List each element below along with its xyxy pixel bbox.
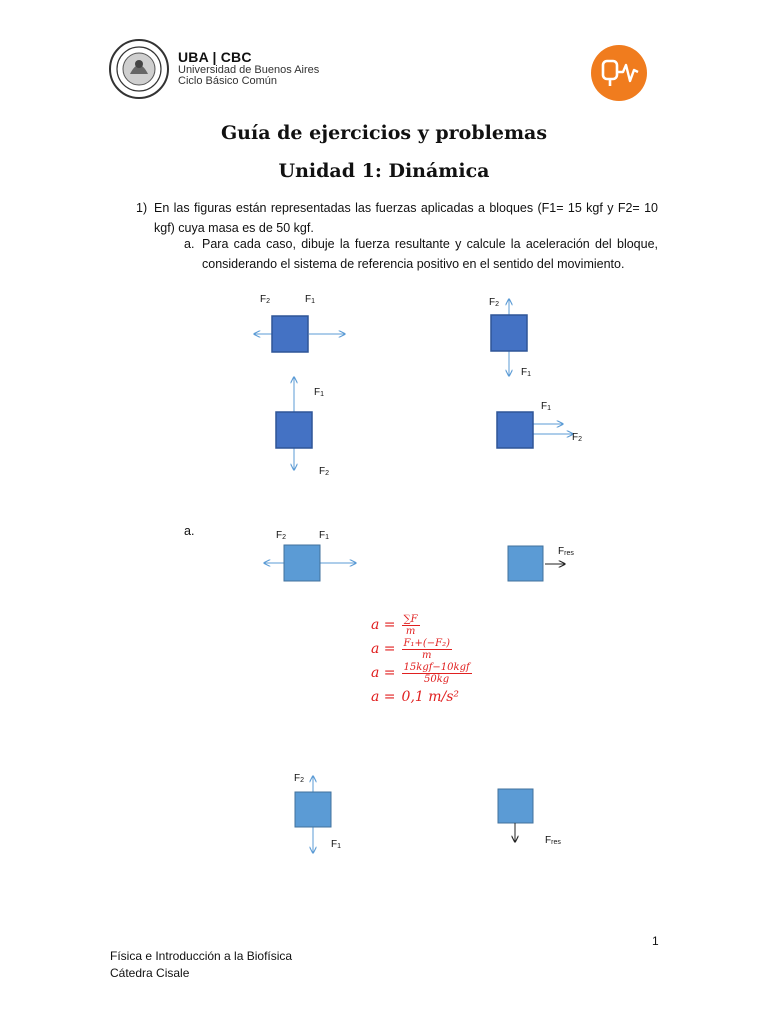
block	[491, 315, 527, 351]
cycle-name: Ciclo Básico Común	[178, 75, 278, 88]
label-fres: $F_{res}$	[545, 835, 561, 846]
label-f1: $F_1$	[521, 367, 532, 378]
university-name: Universidad de Buenos Aires	[178, 63, 320, 76]
page-title: Guía de ejercicios y problemas	[220, 122, 548, 144]
figure-3	[276, 377, 312, 470]
answer-resultant-2	[498, 789, 533, 842]
acceleration-formula	[371, 613, 472, 709]
answer-resultant-1	[508, 546, 565, 581]
formula-row-2: a = $\frac{\text{F₁+(−F₂)}}{m}$	[371, 637, 450, 661]
label-fres: $F_{res}$	[558, 546, 574, 557]
block	[508, 546, 543, 581]
label-f1: $F_1$	[319, 530, 330, 541]
label-f2: $F_2$	[260, 294, 271, 305]
label-f2: $F_2$	[489, 297, 500, 308]
answer-marker: a.	[184, 524, 195, 538]
uba-brand: UBA | CBC	[178, 49, 252, 65]
unit-title: Unidad 1: Dinámica	[278, 160, 490, 182]
item-a-text: Para cada caso, dibuje la fuerza resultante y calcule la aceleración del bloque, considerando el sistema de referencia positivo en el sentido del movimiento.	[202, 237, 658, 271]
footer-course: Física e Introducción a la Biofísica	[110, 949, 293, 963]
formula-row-4: a = 0,1 m/s²	[371, 689, 460, 705]
figure-1	[254, 316, 345, 352]
formula-row-3: a = $\frac{\text{15kgf−10kgf}}{50kg}$	[371, 661, 470, 685]
block	[284, 545, 320, 581]
problem-number: 1)	[136, 201, 148, 215]
label-f1: $F_1$	[331, 839, 342, 850]
block	[295, 792, 331, 827]
label-f1: $F_1$	[305, 294, 316, 305]
problem-text: En las figuras están representadas las fuerzas aplicadas a bloques (F1= 15 kgf y F2= 10 kgf) cuya masa es de 50 kgf.	[154, 201, 658, 235]
label-f1: $F_1$	[314, 387, 325, 398]
block	[272, 316, 308, 352]
figure-2	[491, 299, 527, 376]
label-f2: $F_2$	[319, 466, 330, 477]
label-f2: $F_2$	[572, 432, 583, 443]
answer-figure-2	[295, 776, 331, 853]
label-f2: $F_2$	[294, 773, 305, 784]
label-f2: $F_2$	[276, 530, 287, 541]
page-number: 1	[652, 934, 659, 948]
item-a-marker: a.	[184, 237, 195, 251]
footer-chair: Cátedra Cisale	[110, 966, 190, 980]
figure-4	[497, 412, 573, 448]
label-f1: $F_1$	[541, 401, 552, 412]
block	[276, 412, 312, 448]
formula-row-1: a = $\frac{\sum F}{m}$	[371, 613, 418, 637]
block	[497, 412, 533, 448]
block	[498, 789, 533, 823]
answer-figure-1	[264, 545, 356, 581]
